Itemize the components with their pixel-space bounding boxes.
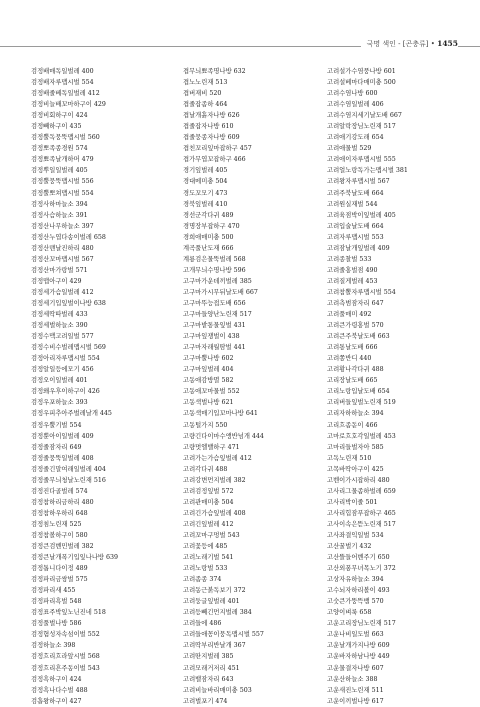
index-entry: 겹무늬뾰족명나방 632 [183,68,246,75]
index-entry: 고려꼬마구멍벌 543 [183,531,240,539]
index-entry: 고독노린재 510 [327,454,372,462]
index-entry: 고벤이가시잡하리 480 [327,476,390,484]
index-entry: 고운물결자나방 607 [327,664,384,672]
index-entry: 고려통날도배 666 [327,344,378,352]
index-entry: 검정침노린재 525 [31,520,82,528]
index-entry: 검정아리자루맵시벌 554 [31,355,100,363]
index-entry: 고려수염지세기날도배 667 [327,112,402,120]
header-text [361,38,458,50]
index-entry: 고려왕자루맵시벌 567 [327,178,390,186]
running-header [0,38,480,50]
index-entry: 고려비늘바리매미충 503 [183,686,252,694]
index-entry: 고산뜰들어벤주기 650 [327,554,390,562]
index-entry: 겹줄뭉종자나방 609 [183,134,240,142]
index-entry: 경도꼬모기 473 [183,189,228,197]
header-separator: • [430,40,435,48]
index-entry: 검정풀벌나방 586 [31,620,82,628]
running-title: 국명 색인 - [곤충류] [366,40,429,48]
index-entry: 고려가는가슴잎벌레 412 [183,454,252,462]
index-entry: 경기잎벌레 405 [183,167,228,175]
index-entry: 고려원실재벌 544 [327,200,378,208]
index-entry: 고구마자래월땀벌 441 [183,344,246,352]
index-entry: 고려각다귀 488 [183,465,228,473]
index-entry: 고려육점박이잎벌레 405 [327,211,396,219]
index-entry: 고마리들벌자아 585 [327,443,384,451]
index-entry: 검정파리흑벌 548 [31,598,82,606]
index-entry: 고려줄홍벌점 490 [327,266,378,274]
index-entry: 검정줄뭉뚝일벌레 408 [31,454,94,462]
index-entry: 검정혐성자속섬이벌 552 [31,631,100,639]
index-entry: 고산꿀벌기 432 [327,543,372,551]
index-entry: 고려모래거저리 451 [183,664,240,672]
index-entry: 고려질게벌레 453 [327,277,378,285]
index-entry: 고산외퐁무녀목노기 372 [327,565,396,573]
index-entry: 고양이벼룩 658 [327,609,372,617]
index-entry: 검정뿌일일벌레 405 [31,167,88,175]
index-entry: 고구마뚜능접도배 656 [183,299,246,307]
index-entry: 검정파리새 455 [31,587,76,595]
index-entry: 고려큰주북날도배 663 [327,333,390,341]
index-entry: 고려노랑벌 533 [183,565,228,573]
index-entry: 경선군각다귀 489 [183,211,234,219]
index-entry: 고구마가운데끼벌레 385 [183,277,252,285]
index-entry: 겹노노린재 513 [183,79,228,87]
index-entry: 검정배매독일벌레 400 [31,68,94,75]
index-entry: 고려등빼긴먼지벌레 384 [183,609,252,617]
index-entry: 검정뿔뽀쳐맵시벌 554 [31,189,94,197]
index-entry: 겹버재비 520 [183,90,222,98]
index-entry: 고동애감방멸 582 [183,377,234,385]
index-entry: 검정산나무하늘소 397 [31,222,94,230]
index-entry: 고구마뿔나방 602 [183,355,234,363]
index-entry: 고려애물벌 529 [327,145,372,153]
index-entry: 경희애매미충 500 [183,233,234,241]
index-entry: 고려수염일벌레 406 [327,101,384,109]
index-entry: 고동색벌나방 621 [183,399,234,407]
index-entry: 검정비늘배꼬마하구이 429 [31,101,106,109]
index-entry: 고려종찰벌 533 [327,255,372,263]
index-entry: 고려동근붉독보기 372 [183,587,246,595]
index-entry: 겹날개흙자나방 626 [183,112,240,120]
index-entry: 검정우뿔기벌 554 [31,421,82,429]
index-entry: 검정흑나다수벌 488 [31,686,88,694]
index-entry: 고수뇌자하리볼이 493 [327,587,390,595]
index-entry: 고려풀매미 492 [327,311,372,319]
index-entry: 검정표주박잎노닌진네 518 [31,609,106,617]
index-entry: 고운새진노린재 511 [327,686,384,694]
index-entry: 고리흐좀돋이 466 [327,421,378,429]
index-entry: 검정비회하구이 424 [31,112,88,120]
index-entry: 검정맵아구이 429 [31,277,82,285]
index-entry: 겹줄잡자나방 610 [183,123,234,131]
index-entry: 검정세기입잎벌이나방 638 [31,299,106,307]
index-column-1 [31,66,163,707]
index-entry: 검정흐리흐라앞시벌 568 [31,653,100,661]
index-entry: 고려들에 486 [183,620,222,628]
index-entry: 고려강변먼지벌레 382 [183,476,246,484]
index-column-3 [327,66,459,707]
index-entry: 검정뿔독뭉뚝맵시벌 560 [31,134,100,142]
page-number: 1455 [437,39,458,48]
index-entry: 고려수염나방 600 [327,90,378,98]
index-entry: 경북잎벌레 410 [183,200,228,208]
index-entry: 검정참볼하구이 580 [31,531,88,539]
index-entry: 고구마밭통물잎벌 431 [183,322,246,330]
index-entry: 고구마들양난노린재 517 [183,311,252,319]
index-entry: 검정빼하구이 435 [31,123,82,131]
index-entry: 검정산마가랑벌 571 [31,266,88,274]
index-entry: 검정우포하늘소 393 [31,399,88,407]
index-entry: 고구마잎벌레 404 [183,366,234,374]
index-entry: 검정참하우하리 648 [31,509,88,517]
index-entry: 고상자유하늘소 394 [327,576,384,584]
index-entry: 검정수비수벌레맵시벌 569 [31,344,106,352]
index-entry: 고구마잎쟁벌이 438 [183,333,240,341]
index-entry: 고운바자하남나방 449 [327,653,390,661]
index-entry: 검정산맨날진하리 480 [31,244,94,252]
index-entry: 고려딴지벌레 385 [183,653,234,661]
index-entry: 검정진다골벌레 574 [31,487,88,495]
index-entry: 고숫큰가뚱뜩뱀 570 [327,598,384,606]
index-entry: 검정사슴하늘소 391 [31,211,88,219]
index-entry: 검정오이일벌레 401 [31,377,88,385]
index-entry: 고운고리장님노린재 517 [327,620,396,628]
index-entry: 고동색매기입꼬마나방 641 [183,410,258,418]
index-entry: 검정톱니다이정 489 [31,565,88,573]
index-entry: 검흡왕하구이 427 [31,697,82,705]
index-entry: 고려참뽈자루맵시벌 554 [327,288,396,296]
index-entry: 고려설베마다매미충 500 [327,79,396,87]
index-entry: 검정뿐아이일벌레 409 [31,432,94,440]
index-entry: 검정줄무늬청날노린재 516 [31,476,106,484]
index-entry: 고려큰가령홍벌 570 [327,322,384,330]
index-entry: 검정참하리금하리 480 [31,498,94,506]
index-entry: 고려꽃등에 485 [183,543,228,551]
index-entry: 고리노랑입날도배 654 [327,388,390,396]
index-entry: 검정배줄베독일벌레 412 [31,90,100,98]
index-entry: 고리장날도배 665 [327,377,378,385]
index-entry: 고동털가지 550 [183,421,228,429]
index-entry: 검정세딱따벌레 433 [31,311,88,319]
index-entry: 고려얼노랑독가는맵시벌 381 [327,167,408,175]
index-entry: 고사리그물좀하벌레 659 [327,487,396,495]
index-entry: 검정수맥고려일벌 577 [31,333,94,341]
index-entry: 검정줄긴말여래일벌레 404 [31,465,106,473]
index-entry: 고운이끼벌나방 617 [327,697,384,705]
index-entry: 고사리박이줄 501 [327,498,378,506]
index-entry: 겹친꼬리잎마잡하구 457 [183,145,252,153]
index-entry: 경명장부잡하구 470 [183,222,240,230]
index-entry: 계곡풀난도재 666 [183,244,234,252]
index-entry: 고려검정잎벌 572 [183,487,234,495]
index-entry: 검정왜우후이하구이 426 [31,388,100,396]
index-entry: 고사좌결익일벌 534 [327,531,384,539]
index-entry: 고려애이자루맵시벌 555 [327,156,396,164]
index-entry: 계룡검은물뚝벌레 568 [183,255,246,263]
index-entry: 검정흑하구이 424 [31,675,82,683]
index-entry: 검정뿔뭉뚝맵시벌 556 [31,178,94,186]
index-entry: 고려관매미충 504 [183,498,234,506]
index-entry: 검정산꼬마맵시벌 567 [31,255,94,263]
index-entry: 검정사하마늘소 394 [31,200,88,208]
index-entry: 검정우피추아주벌레날개 445 [31,410,112,418]
index-entry: 고리버들잎벌노린재 519 [327,399,396,407]
index-entry: 검정알일등에모기 456 [31,366,94,374]
index-entry: 고려들애꽁이뭉독맵시벌 557 [183,631,264,639]
index-entry: 고려잠날개잎벌레 409 [327,244,390,252]
index-entry: 고려긴가슴잎벌레 408 [183,509,246,517]
index-entry: 고려입술날도배 664 [327,222,384,230]
index-entry: 검정배자루맵시벌 554 [31,79,94,87]
index-entry: 검정산누엽다송이벌레 658 [31,233,106,241]
index-entry: 고려주북날도배 664 [327,189,384,197]
index-entry: 검정흐리흔주동이벌 543 [31,664,100,672]
index-entry: 검정하늘소 398 [31,642,76,650]
index-entry: 검정줄잠자리 649 [31,443,82,451]
index-entry: 검정큰검벤민벌레 382 [31,543,94,551]
index-entry: 고려벌포기 474 [183,697,228,705]
index-entry: 고려황나각다귀 488 [327,366,384,374]
index-entry: 고려측범잠자리 647 [327,299,384,307]
index-entry: 검정큰날개폭기입잎나나방 639 [31,554,119,562]
index-entry: 고마로흐호각일벌레 453 [327,432,396,440]
index-entry: 고운산하늘소 388 [327,675,378,683]
index-entry: 고목바딱아구이 425 [327,465,384,473]
index-entry: 고려알락장님노린재 517 [327,123,396,131]
index-entry: 고동애꼬마물벌 552 [183,388,240,396]
index-entry: 고려둥글잎벌레 401 [183,598,240,606]
index-entry: 검정뾰족날개하머 479 [31,156,94,164]
index-entry: 검정파리금쌍벌 575 [31,576,88,584]
index-entry: 겹줄잡좀하 464 [183,101,228,109]
index-entry: 고사리힙잠푸잡하구 465 [327,509,396,517]
index-entry: 고려애기강도래 654 [327,134,384,142]
index-entry: 고량긴다이마수앵반넘개 444 [183,432,264,440]
index-entry: 고려쫑반디 440 [327,355,372,363]
index-entry: 검정뽀족종경원 574 [31,145,88,153]
index-entry: 고개무늬수명나방 596 [183,266,246,274]
index-column-2 [183,66,315,707]
index-entry: 경대메미충 504 [183,178,228,186]
index-entry: 검정세가슴일벌레 412 [31,288,94,296]
index-entry: 고리자하하늘소 394 [327,410,384,418]
index-entry: 검정세벌하늘소 390 [31,322,88,330]
index-entry: 고려긴잎벌레 412 [183,520,234,528]
index-entry: 고운날개가지나방 609 [327,642,390,650]
index-entry: 고려좀종 374 [183,576,222,584]
index-entry: 고려밸잠자리 643 [183,675,234,683]
index-entry: 고려노래기벌 541 [183,554,234,562]
index-entry: 고려자루맵시벌 553 [327,233,384,241]
index-entry: 고량멋엘밸하구 471 [183,443,240,451]
index-entry: 고사이속은뜯노린재 517 [327,520,396,528]
index-entry: 고구마가시무뒤날도배 667 [183,288,258,296]
index-entry: 고운나비일도벌 663 [327,631,384,639]
index-entry: 겹가무엽꼬잡하구 466 [183,156,246,164]
index-entry: 고려딱부리반날개 367 [183,642,246,650]
index-entry: 고려설가수염풍나방 601 [327,68,396,75]
